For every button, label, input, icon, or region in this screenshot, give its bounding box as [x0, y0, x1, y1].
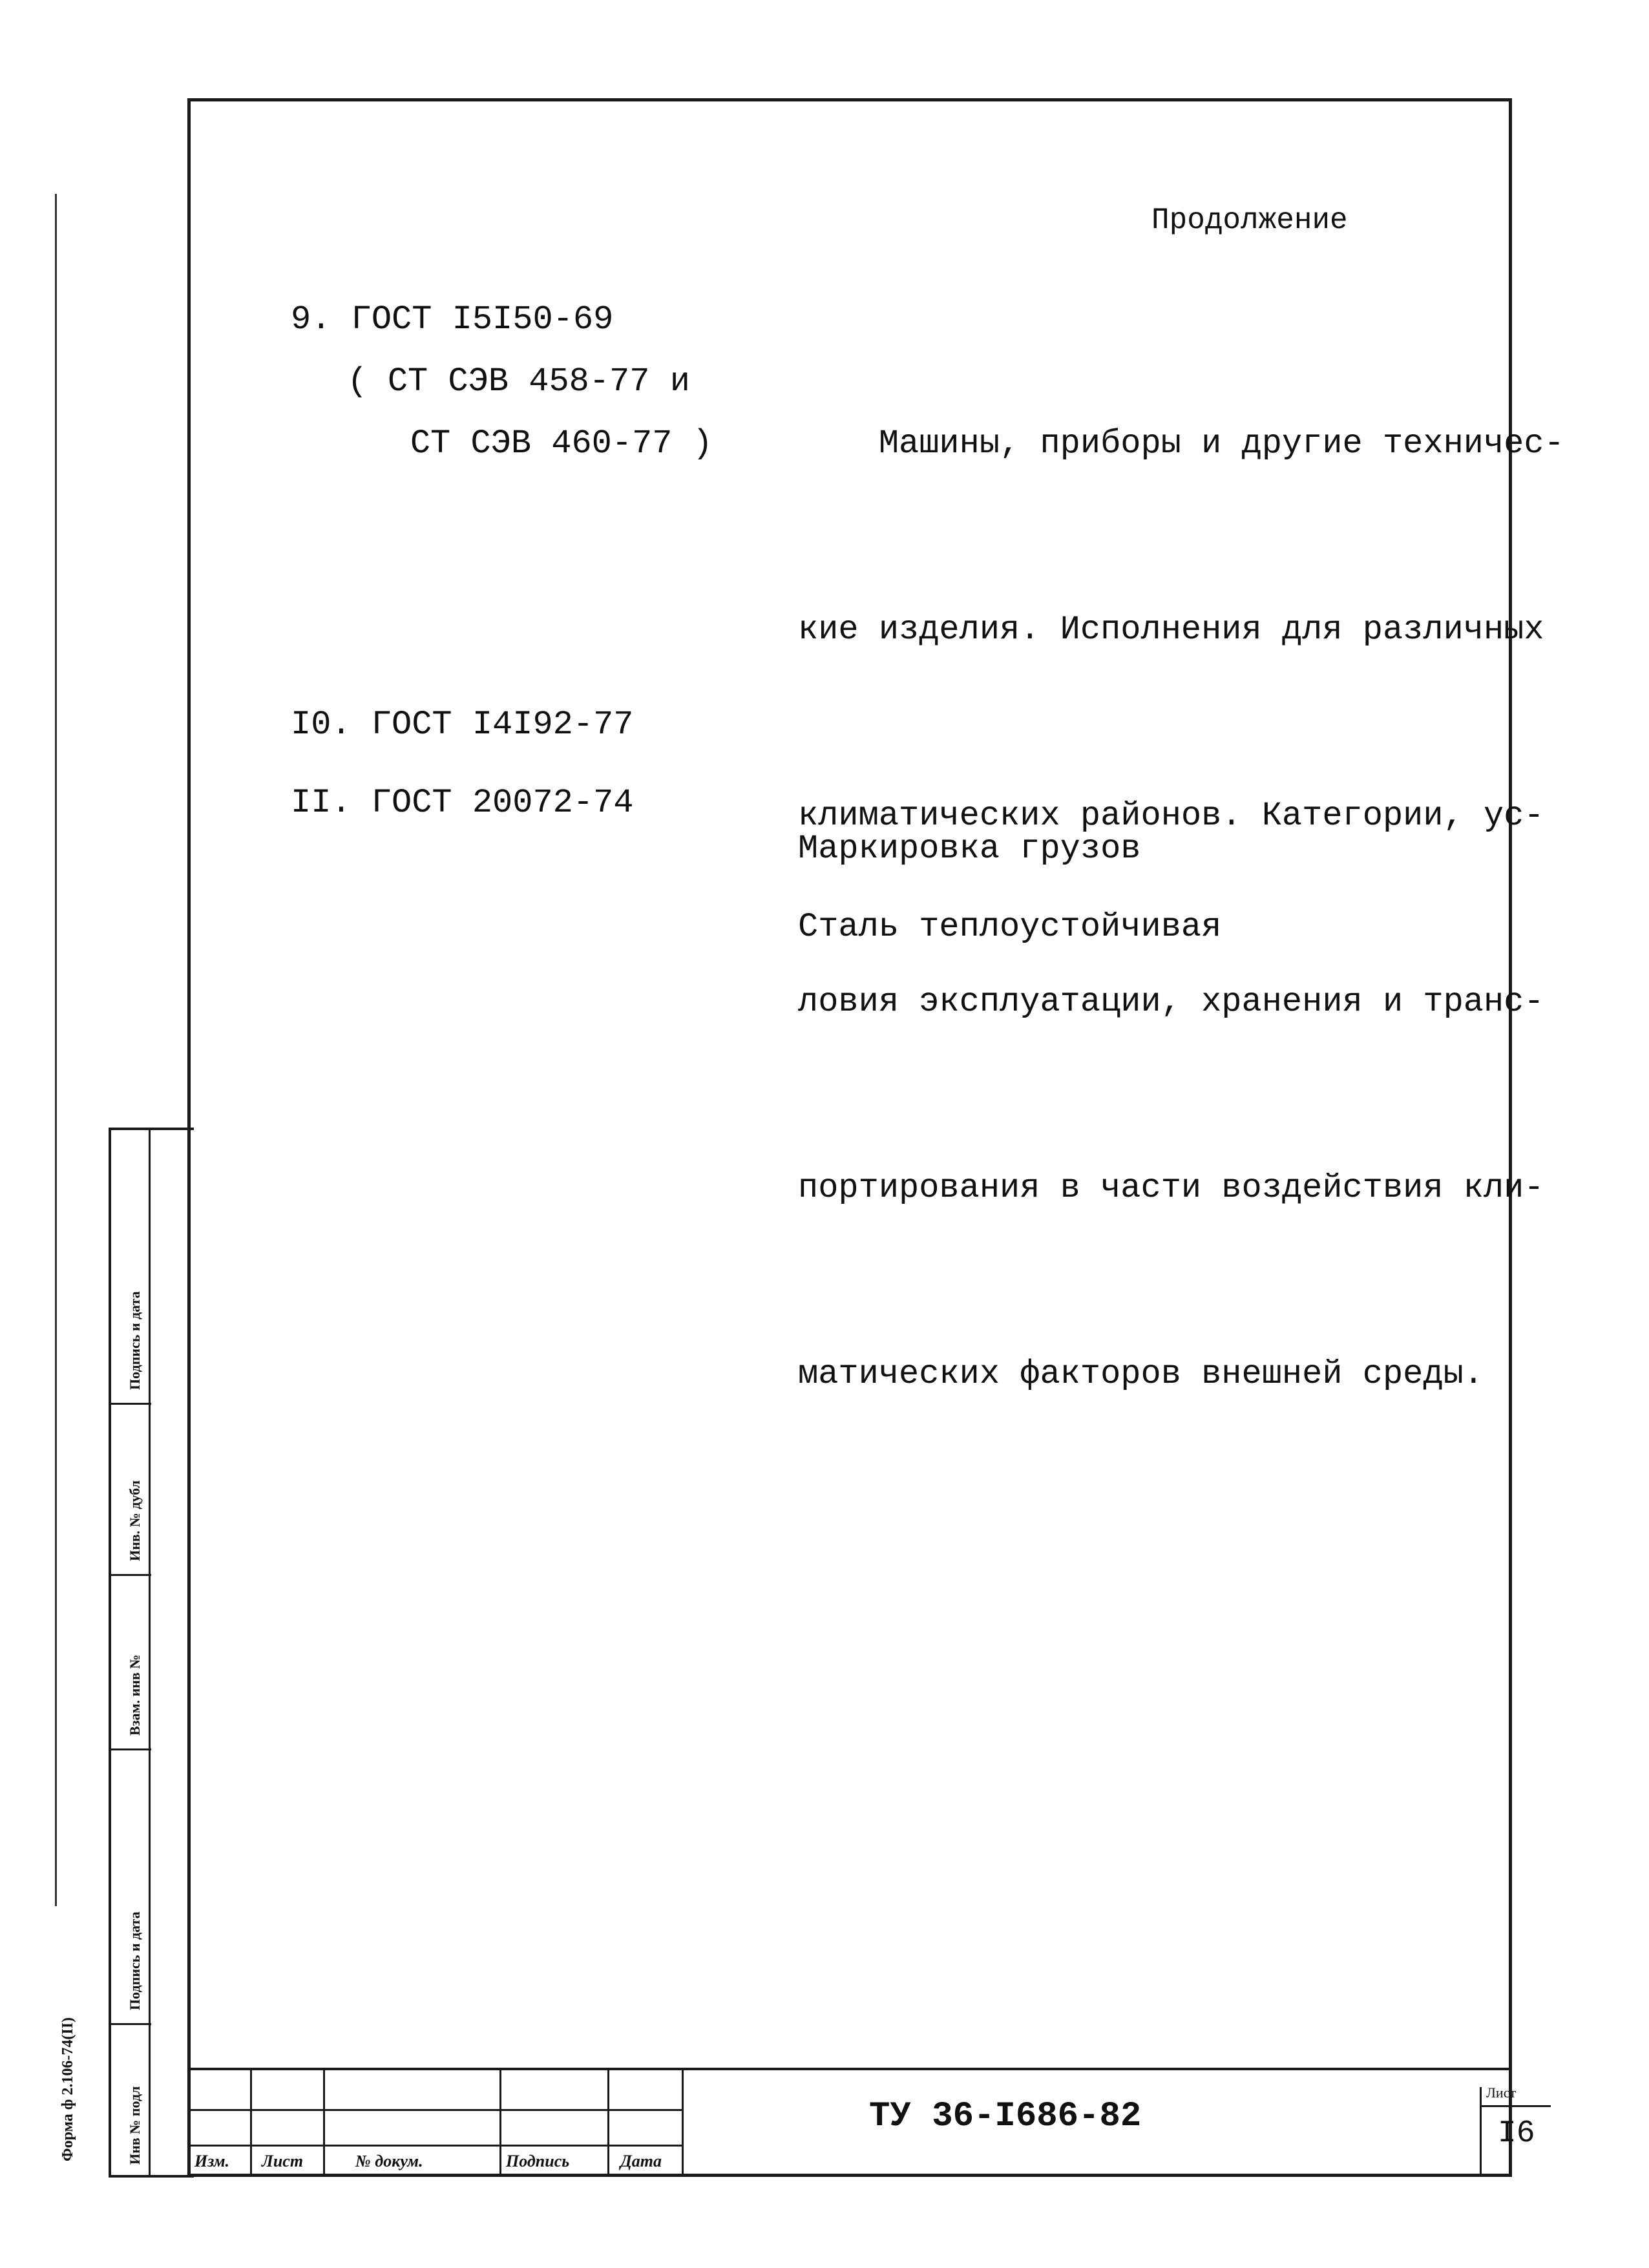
- side-stamp-cell: [111, 2025, 151, 2178]
- side-stamp-label: Инв. № дубл: [127, 1480, 143, 1561]
- reference-standard-line: ( СТ СЭВ 458-77 и: [307, 362, 690, 401]
- left-margin-line: [55, 194, 57, 1906]
- sheet-number: I6: [1498, 2116, 1535, 2151]
- reference-description-line: климатических районов. Категории, ус-: [798, 797, 1544, 835]
- title-block-col-line: [323, 2070, 325, 2177]
- reference-description-line: Сталь теплоустойчивая: [798, 908, 1222, 946]
- side-stamp-label: Взам. инв №: [127, 1654, 143, 1736]
- reference-standard-line: II. ГОСТ 20072-74: [291, 784, 634, 822]
- form-mark: Форма ф 2.106-74(II): [59, 2017, 76, 2161]
- continuation-heading: Продолжение: [1151, 204, 1348, 237]
- title-block: [191, 2068, 1509, 2174]
- reference-description-line: Машины, приборы и другие техничес-: [798, 425, 1564, 463]
- sheet-box-divider: [1480, 2105, 1551, 2107]
- side-stamp-cell: [111, 1576, 151, 1750]
- title-block-col-line: [250, 2070, 252, 2177]
- reference-standard-line: СТ СЭВ 460-77 ): [330, 425, 713, 463]
- side-stamp-cell: [111, 1750, 151, 2025]
- document-code: ТУ 36-I686-82: [869, 2097, 1142, 2136]
- title-block-header: № докум.: [355, 2152, 423, 2170]
- title-block-header: Подпись: [506, 2152, 570, 2170]
- reference-description-line: Маркировка грузов: [798, 830, 1141, 868]
- title-block-col-line: [607, 2070, 609, 2177]
- reference-standard: [291, 772, 634, 834]
- reference-description-line: матических факторов внешней среды.: [798, 1355, 1484, 1393]
- title-block-header: Дата: [620, 2152, 662, 2170]
- reference-description-line: кие изделия. Исполнения для различных: [798, 611, 1544, 649]
- title-block-col-line: [682, 2070, 684, 2177]
- side-stamp-cell: [111, 1405, 151, 1576]
- side-stamp-cell: [111, 1130, 151, 1405]
- side-stamp: [109, 1128, 194, 2178]
- reference-description-line: портирования в части воздействия кли-: [798, 1169, 1544, 1207]
- reference-standard: [291, 289, 713, 475]
- side-stamp-label: Подпись и дата: [127, 1291, 143, 1390]
- title-block-col-line: [499, 2070, 501, 2177]
- reference-standard: [291, 694, 634, 756]
- side-stamp-label: Подпись и дата: [127, 1911, 143, 2010]
- title-block-header: Лист: [262, 2152, 304, 2170]
- title-block-header: Изм.: [194, 2152, 230, 2170]
- reference-standard-line: 9. ГОСТ I5I50-69: [291, 300, 614, 339]
- reference-description: [798, 772, 1544, 1082]
- side-stamp-label: Инв № подл: [127, 2086, 143, 2165]
- sheet-label: Лист: [1486, 2084, 1517, 2101]
- reference-standard-line: I0. ГОСТ I4I92-77: [291, 706, 634, 744]
- reference-description-line: ловия эксплуатации, хранения и транс-: [798, 983, 1544, 1021]
